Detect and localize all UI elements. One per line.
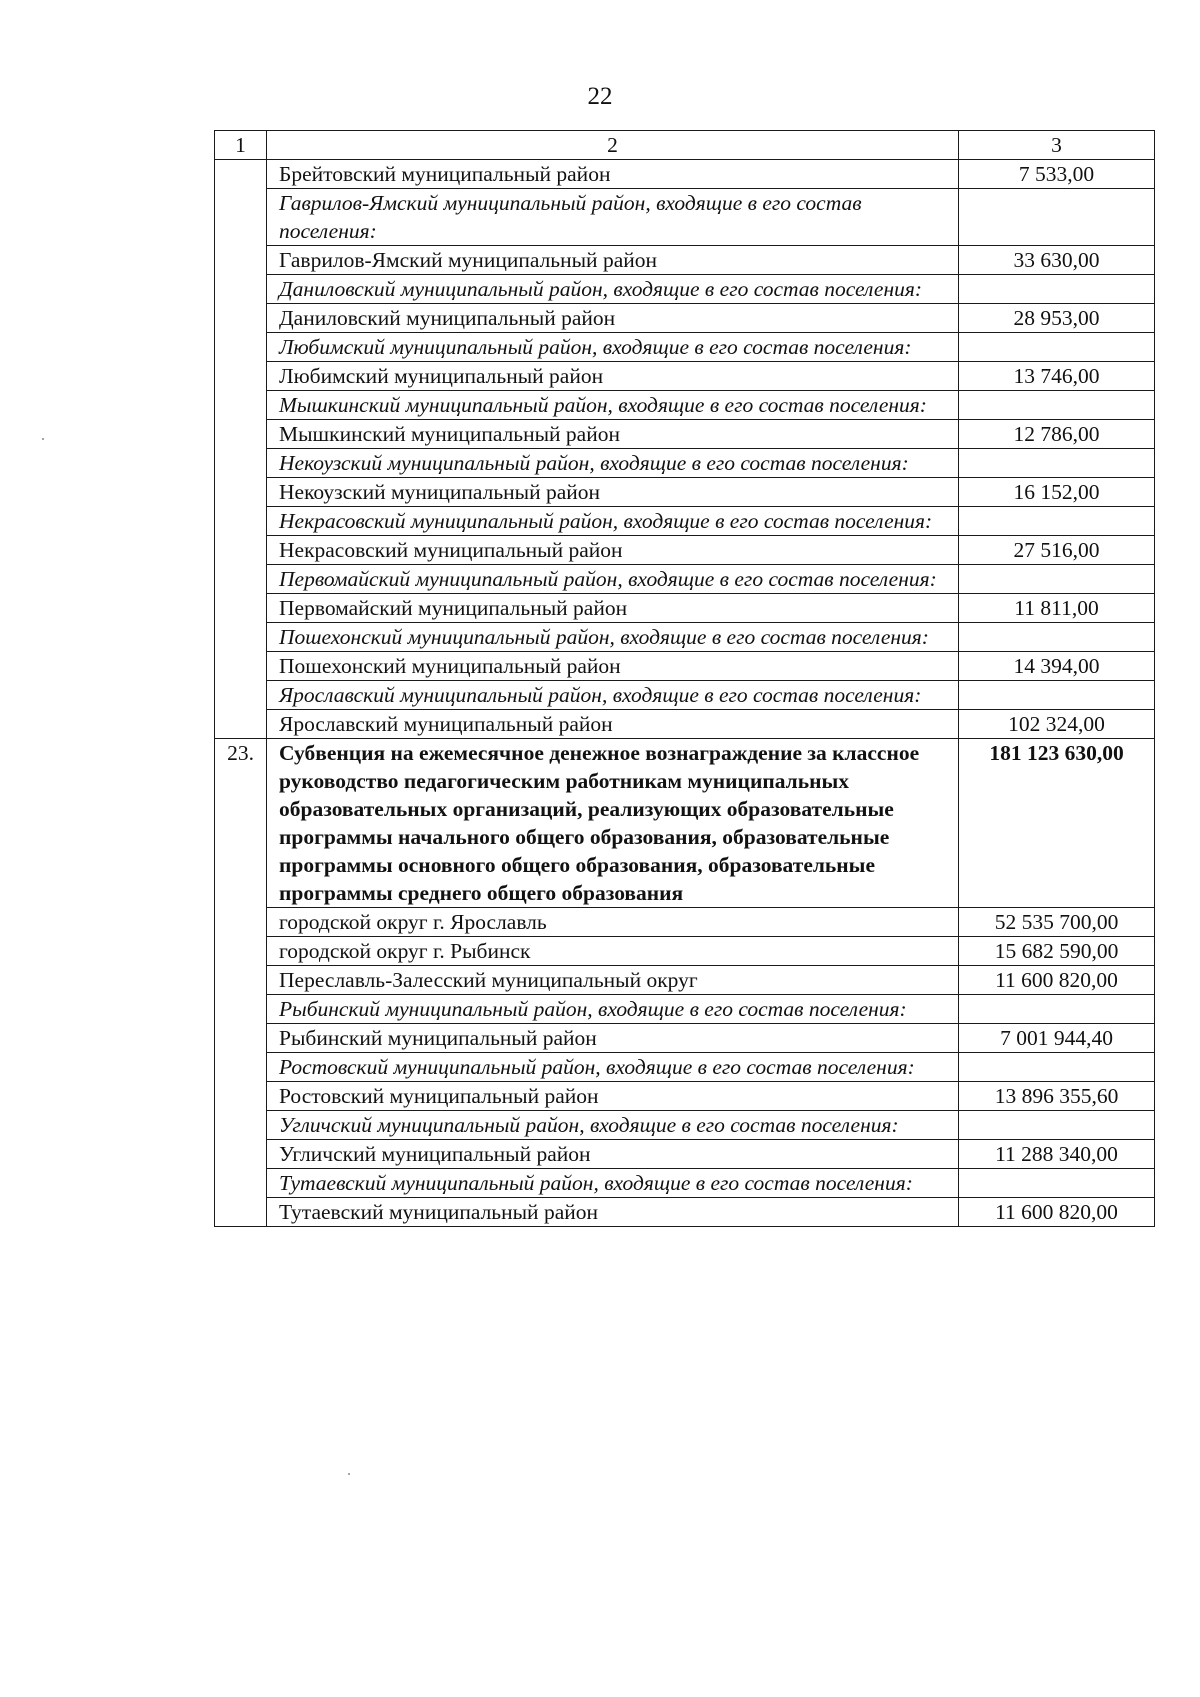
row-number-cell	[215, 1082, 267, 1111]
amount-cell: 11 288 340,00	[959, 1140, 1155, 1169]
amount-cell: 12 786,00	[959, 420, 1155, 449]
district-name-cell: городской округ г. Рыбинск	[267, 937, 959, 966]
district-name-cell: Некрасовский муниципальный район	[267, 536, 959, 565]
group-label-row	[215, 333, 1155, 362]
amount-cell: 52 535 700,00	[959, 908, 1155, 937]
row-number-cell	[215, 710, 267, 739]
group-label-row	[215, 391, 1155, 420]
district-name-cell: Мышкинский муниципальный район	[267, 420, 959, 449]
amount-cell: 11 600 820,00	[959, 966, 1155, 995]
district-name-cell: Угличский муниципальный район	[267, 1140, 959, 1169]
group-label-row	[215, 565, 1155, 594]
row-number-cell	[215, 478, 267, 507]
row-number-cell	[215, 275, 267, 304]
row-number-cell	[215, 362, 267, 391]
group-label-row	[215, 275, 1155, 304]
section-title-row	[215, 739, 1155, 908]
group-label-cell: Мышкинский муниципальный район, входящие в его состав поселения:	[267, 391, 959, 420]
district-name-cell: Рыбинский муниципальный район	[267, 1024, 959, 1053]
amount-cell	[959, 189, 1155, 246]
amount-cell	[959, 1111, 1155, 1140]
row-number-cell	[215, 908, 267, 937]
amount-cell: 7 533,00	[959, 160, 1155, 189]
district-name-cell: Любимский муниципальный район	[267, 362, 959, 391]
amount-cell: 16 152,00	[959, 478, 1155, 507]
group-label-cell: Пошехонский муниципальный район, входящие в его состав поселения:	[267, 623, 959, 652]
row-number-cell	[215, 681, 267, 710]
amount-cell: 14 394,00	[959, 652, 1155, 681]
district-name-cell: Брейтовский муниципальный район	[267, 160, 959, 189]
table-row	[215, 478, 1155, 507]
amount-cell: 13 896 355,60	[959, 1082, 1155, 1111]
amount-cell: 13 746,00	[959, 362, 1155, 391]
amount-cell: 27 516,00	[959, 536, 1155, 565]
table-row	[215, 420, 1155, 449]
district-name-cell: Ярославский муниципальный район	[267, 710, 959, 739]
table-row	[215, 710, 1155, 739]
group-label-cell: Гаврилов-Ямский муниципальный район, входящие в его состав поселения:	[267, 189, 959, 246]
section-number-cell: 23.	[215, 739, 267, 908]
group-label-cell: Некоузский муниципальный район, входящие в его состав поселения:	[267, 449, 959, 478]
row-number-cell	[215, 1169, 267, 1198]
group-label-cell: Рыбинский муниципальный район, входящие в его состав поселения:	[267, 995, 959, 1024]
district-name-cell: Тутаевский муниципальный район	[267, 1198, 959, 1227]
scan-speck	[348, 1473, 350, 1475]
row-number-cell	[215, 536, 267, 565]
amount-cell	[959, 681, 1155, 710]
budget-table	[214, 130, 1155, 1227]
header-cell-col2: 2	[267, 131, 959, 160]
table-row	[215, 908, 1155, 937]
district-name-cell: Пошехонский муниципальный район	[267, 652, 959, 681]
row-number-cell	[215, 594, 267, 623]
amount-cell	[959, 449, 1155, 478]
amount-cell	[959, 391, 1155, 420]
amount-cell: 102 324,00	[959, 710, 1155, 739]
amount-cell	[959, 333, 1155, 362]
table-row	[215, 1140, 1155, 1169]
table-body	[215, 131, 1155, 1227]
page-number: 22	[587, 83, 613, 110]
amount-cell: 33 630,00	[959, 246, 1155, 275]
row-number-cell	[215, 160, 267, 189]
table-row	[215, 536, 1155, 565]
section-total-cell: 181 123 630,00	[959, 739, 1155, 908]
row-number-cell	[215, 420, 267, 449]
district-name-cell: Даниловский муниципальный район	[267, 304, 959, 333]
table-header-row	[215, 131, 1155, 160]
row-number-cell	[215, 995, 267, 1024]
table-row	[215, 594, 1155, 623]
group-label-cell: Ярославский муниципальный район, входящие в его состав поселения:	[267, 681, 959, 710]
group-label-row	[215, 995, 1155, 1024]
row-number-cell	[215, 1024, 267, 1053]
amount-cell: 11 600 820,00	[959, 1198, 1155, 1227]
district-name-cell: городской округ г. Ярославль	[267, 908, 959, 937]
table-row	[215, 1024, 1155, 1053]
amount-cell: 7 001 944,40	[959, 1024, 1155, 1053]
table-row	[215, 966, 1155, 995]
group-label-row	[215, 1111, 1155, 1140]
row-number-cell	[215, 565, 267, 594]
amount-cell: 28 953,00	[959, 304, 1155, 333]
header-cell-col3: 3	[959, 131, 1155, 160]
district-name-cell: Переславль-Залесский муниципальный округ	[267, 966, 959, 995]
scan-speck	[42, 438, 44, 440]
table-row	[215, 362, 1155, 391]
row-number-cell	[215, 966, 267, 995]
amount-cell	[959, 1053, 1155, 1082]
header-cell-col1: 1	[215, 131, 267, 160]
row-number-cell	[215, 507, 267, 536]
table-row	[215, 160, 1155, 189]
row-number-cell	[215, 304, 267, 333]
district-name-cell: Некоузский муниципальный район	[267, 478, 959, 507]
table-row	[215, 246, 1155, 275]
group-label-row	[215, 1053, 1155, 1082]
group-label-row	[215, 189, 1155, 246]
row-number-cell	[215, 1140, 267, 1169]
table-row	[215, 1198, 1155, 1227]
group-label-cell: Любимский муниципальный район, входящие в его состав поселения:	[267, 333, 959, 362]
amount-cell	[959, 623, 1155, 652]
amount-cell	[959, 565, 1155, 594]
amount-cell	[959, 995, 1155, 1024]
amount-cell	[959, 1169, 1155, 1198]
amount-cell	[959, 507, 1155, 536]
row-number-cell	[215, 391, 267, 420]
row-number-cell	[215, 189, 267, 246]
group-label-row	[215, 449, 1155, 478]
table-row	[215, 1082, 1155, 1111]
group-label-cell: Угличский муниципальный район, входящие в его состав поселения:	[267, 1111, 959, 1140]
row-number-cell	[215, 1198, 267, 1227]
amount-cell	[959, 275, 1155, 304]
district-name-cell: Ростовский муниципальный район	[267, 1082, 959, 1111]
district-name-cell: Гаврилов-Ямский муниципальный район	[267, 246, 959, 275]
row-number-cell	[215, 246, 267, 275]
row-number-cell	[215, 652, 267, 681]
group-label-row	[215, 1169, 1155, 1198]
table-row	[215, 937, 1155, 966]
row-number-cell	[215, 623, 267, 652]
row-number-cell	[215, 1053, 267, 1082]
amount-cell: 15 682 590,00	[959, 937, 1155, 966]
group-label-row	[215, 681, 1155, 710]
row-number-cell	[215, 1111, 267, 1140]
amount-cell: 11 811,00	[959, 594, 1155, 623]
group-label-cell: Первомайский муниципальный район, входящие в его состав поселения:	[267, 565, 959, 594]
group-label-row	[215, 507, 1155, 536]
group-label-row	[215, 623, 1155, 652]
row-number-cell	[215, 449, 267, 478]
group-label-cell: Ростовский муниципальный район, входящие в его состав поселения:	[267, 1053, 959, 1082]
group-label-cell: Тутаевский муниципальный район, входящие в его состав поселения:	[267, 1169, 959, 1198]
section-title-cell: Субвенция на ежемесячное денежное вознаграждение за классное руководство педагогическим работникам муниципальных образовательных организаций, реализующих образовательные программы начального общего образования, образовательные программы основного общего образования, образовательные программы среднего общего образования	[267, 739, 959, 908]
row-number-cell	[215, 937, 267, 966]
group-label-cell: Некрасовский муниципальный район, входящие в его состав поселения:	[267, 507, 959, 536]
group-label-cell: Даниловский муниципальный район, входящие в его состав поселения:	[267, 275, 959, 304]
district-name-cell: Первомайский муниципальный район	[267, 594, 959, 623]
table-row	[215, 304, 1155, 333]
table-row	[215, 652, 1155, 681]
row-number-cell	[215, 333, 267, 362]
